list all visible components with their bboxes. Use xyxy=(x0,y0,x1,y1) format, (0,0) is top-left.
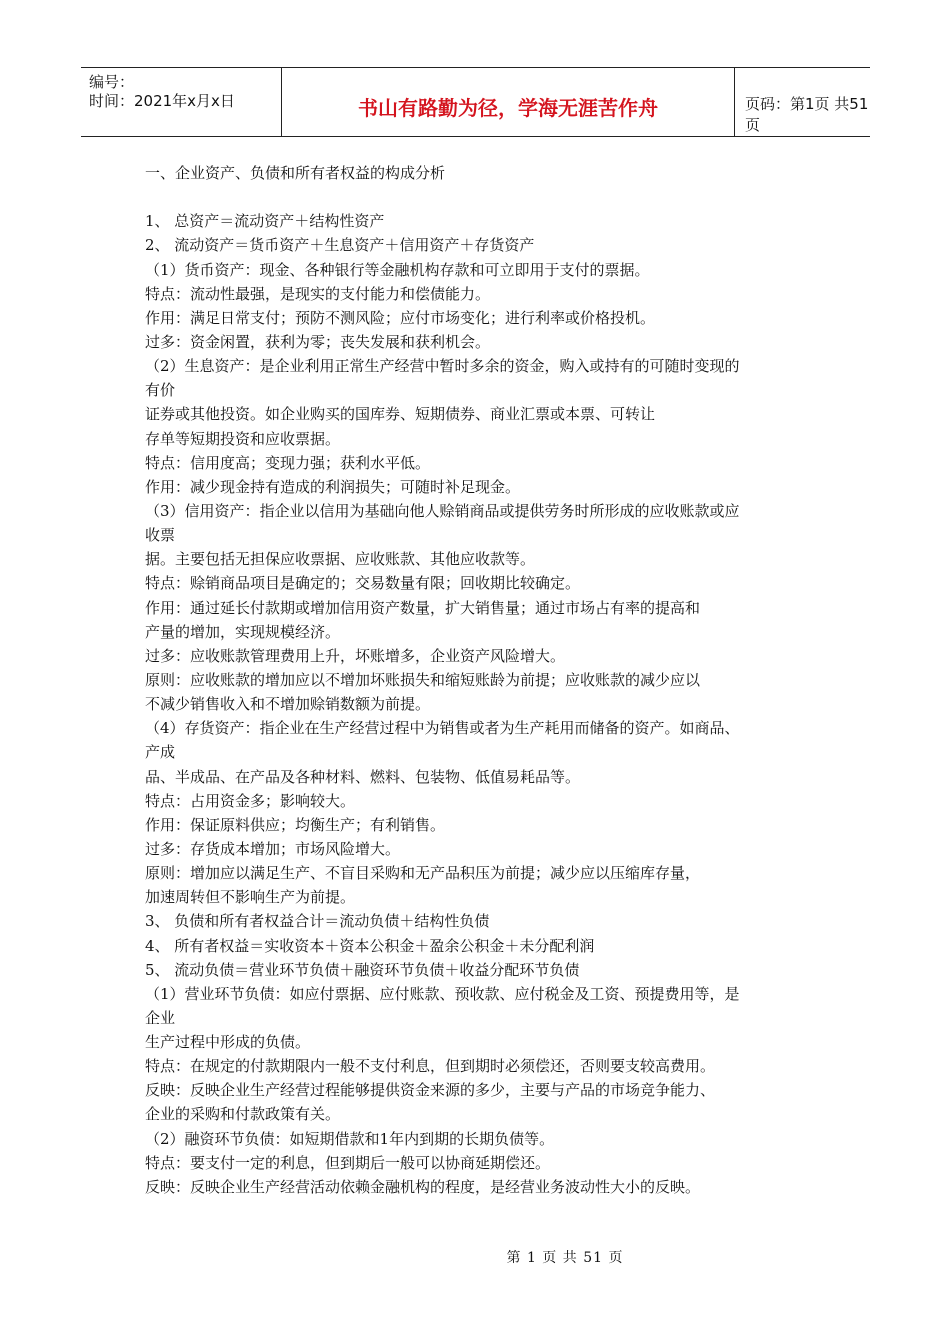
text-line: 企业的采购和付款政策有关。 xyxy=(145,1105,341,1124)
text-line: 收票 xyxy=(145,526,176,545)
text-line: 1、 总资产＝流动资产＋结构性资产 xyxy=(145,212,385,231)
text-line: 产量的增加，实现规模经济。 xyxy=(145,622,341,641)
text-line: 过多：存货成本增加；市场风险增大。 xyxy=(145,839,401,858)
header-page-cell xyxy=(735,68,870,136)
text-line: 证券或其他投资。如企业购买的国库券、短期债券、商业汇票或本票、可转让 xyxy=(145,405,656,424)
text-line: 存单等短期投资和应收票据。 xyxy=(145,429,341,448)
text-line: 品、半成品、在产品及各种材料、燃料、包装物、低值易耗品等。 xyxy=(145,767,581,786)
text-line: 有价 xyxy=(145,381,176,400)
text-line: 作用：减少现金持有造成的利润损失；可随时补足现金。 xyxy=(145,477,521,496)
document-body xyxy=(145,161,815,1199)
text-line: 企业 xyxy=(145,1008,176,1027)
text-line: 3、 负债和所有者权益合计＝流动负债＋结构性负债 xyxy=(145,912,490,931)
text-line: 过多：资金闲置，获利为零；丧失发展和获利机会。 xyxy=(145,332,491,351)
text-line: （1）货币资产：现金、各种银行等金融机构存款和可立即用于支付的票据。 xyxy=(145,260,650,279)
blank-line xyxy=(145,185,815,209)
text-line: 特点：在规定的付款期限内一般不支付利息，但到期时必须偿还，否则要支较高费用。 xyxy=(145,1057,716,1076)
text-line: 特点：赊销商品项目是确定的；交易数量有限；回收期比较确定。 xyxy=(145,574,581,593)
text-line: 原则：增加应以满足生产、不盲目采购和无产品积压为前提；减少应以压缩库存量， xyxy=(145,864,701,883)
text-line: 作用：保证原料供应；均衡生产；有利销售。 xyxy=(145,815,446,834)
text-line: 4、 所有者权益＝实收资本＋资本公积金＋盈余公积金＋未分配利润 xyxy=(145,936,595,955)
header-meta-cell xyxy=(81,68,282,136)
text-line: （3）信用资产：指企业以信用为基础向他人赊销商品或提供劳务时所形成的应收账款或应 xyxy=(145,501,740,520)
document-number-label: 编号： xyxy=(89,73,135,91)
page-header xyxy=(81,67,870,137)
document-date: 时间：2021年x月x日 xyxy=(89,92,235,110)
text-line: 2、 流动资产＝货币资产＋生息资产＋信用资产＋存货资产 xyxy=(145,236,535,255)
header-motto: 书山有路勤为径，学海无涯苦作舟 xyxy=(358,96,658,120)
header-page-info: 页码：第1页 共51页 xyxy=(745,95,869,134)
text-line: 加速周转但不影响生产为前提。 xyxy=(145,888,356,907)
text-line: 反映：反映企业生产经营过程能够提供资金来源的多少，主要与产品的市场竞争能力、 xyxy=(145,1081,716,1100)
text-line: 特点：流动性最强，是现实的支付能力和偿债能力。 xyxy=(145,284,491,303)
text-line: （2）生息资产：是企业利用正常生产经营中暂时多余的资金，购入或持有的可随时变现的 xyxy=(145,357,740,376)
text-line: 5、 流动负债＝营业环节负债＋融资环节负债＋收益分配环节负债 xyxy=(145,960,580,979)
text-line: 作用：通过延长付款期或增加信用资产数量，扩大销售量；通过市场占有率的提高和 xyxy=(145,598,701,617)
text-line: （4）存货资产：指企业在生产经营过程中为销售或者为生产耗用而储备的资产。如商品、 xyxy=(145,719,740,738)
text-line: 产成 xyxy=(145,743,176,762)
section-title: 一、企业资产、负债和所有者权益的构成分析 xyxy=(145,164,446,182)
body-lines xyxy=(145,209,815,1199)
text-line: 特点：占用资金多；影响较大。 xyxy=(145,791,356,810)
text-line: 过多：应收账款管理费用上升，坏账增多，企业资产风险增大。 xyxy=(145,646,566,665)
text-line: 原则：应收账款的增加应以不增加坏账损失和缩短账龄为前提；应收账款的减少应以 xyxy=(145,670,701,689)
text-line: 反映：反映企业生产经营活动依赖金融机构的程度，是经营业务波动性大小的反映。 xyxy=(145,1177,701,1196)
text-line: 生产过程中形成的负债。 xyxy=(145,1033,311,1052)
text-line: （1）营业环节负债：如应付票据、应付账款、预收款、应付税金及工资、预提费用等，是 xyxy=(145,984,740,1003)
text-line: 特点：要支付一定的利息，但到期后一般可以协商延期偿还。 xyxy=(145,1153,551,1172)
text-line: 作用：满足日常支付；预防不测风险；应付市场变化；进行利率或价格投机。 xyxy=(145,308,656,327)
footer-page-number: 第 1 页 共 51 页 xyxy=(506,1250,624,1266)
text-line: 特点：信用度高；变现力强；获利水平低。 xyxy=(145,453,431,472)
text-line: 据。主要包括无担保应收票据、应收账款、其他应收款等。 xyxy=(145,550,536,569)
page-footer xyxy=(0,1247,950,1267)
text-line: 不减少销售收入和不增加赊销数额为前提。 xyxy=(145,695,431,714)
text-line: （2）融资环节负债：如短期借款和1年内到期的长期负债等。 xyxy=(145,1129,555,1148)
header-motto-cell xyxy=(282,68,735,136)
